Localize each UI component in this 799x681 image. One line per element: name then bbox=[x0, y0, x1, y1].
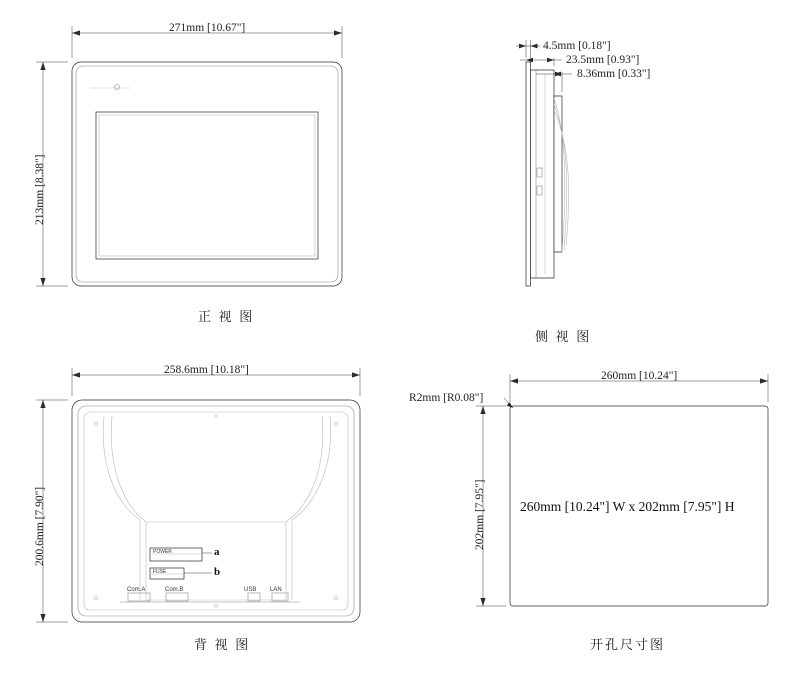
front-height-arrow-top bbox=[40, 62, 45, 70]
cutout-width-label: 260mm [10.24"] bbox=[601, 370, 678, 382]
rear-port-label-usb: USB bbox=[244, 587, 257, 593]
rear-annotation-a: a bbox=[214, 546, 220, 558]
rear-annotation-b: b bbox=[214, 566, 221, 578]
front-width-arrow-right bbox=[334, 30, 342, 35]
cutout-view-caption: 开孔尺寸图 bbox=[590, 637, 666, 652]
cutout-radius-label: R2mm [R0.08"] bbox=[409, 392, 484, 404]
rear-outline bbox=[72, 400, 360, 622]
rear-view bbox=[0, 350, 400, 681]
rear-height-arrow-top bbox=[40, 400, 45, 408]
side-dim2-arrow-right bbox=[547, 58, 554, 63]
cutout-height-arrow-bottom bbox=[480, 598, 485, 606]
front-view-caption: 正 视 图 bbox=[198, 309, 255, 324]
cutout-width-arrow-right bbox=[760, 378, 768, 383]
side-dim1-arrow-right bbox=[531, 44, 538, 49]
rear-width-arrow-left bbox=[72, 372, 80, 377]
rear-height-arrow-bottom bbox=[40, 614, 45, 622]
cutout-note: 260mm [10.24"] W x 202mm [7.95"] H bbox=[520, 499, 735, 514]
side-dim2-label: 23.5mm [0.93"] bbox=[566, 54, 640, 66]
side-view-graphic bbox=[440, 0, 799, 340]
front-height-label: 213mm [8.38"] bbox=[34, 154, 46, 225]
side-bezel-plate bbox=[526, 62, 531, 286]
cutout-width-arrow-left bbox=[510, 378, 518, 383]
front-height-arrow-bottom bbox=[40, 278, 45, 286]
cutout-view bbox=[400, 350, 799, 681]
side-dim1-arrow-left bbox=[519, 44, 526, 49]
rear-fuse-label: FUSE bbox=[153, 569, 167, 575]
rear-view-graphic bbox=[0, 350, 400, 681]
rear-height-label: 200.6mm [7.90"] bbox=[34, 486, 46, 566]
rear-port-label-lan: LAN bbox=[270, 587, 282, 593]
side-dim3-label: 8.36mm [0.33"] bbox=[577, 68, 651, 80]
side-view-caption: 侧 视 图 bbox=[535, 329, 592, 344]
front-bezel-outline bbox=[72, 62, 342, 286]
rear-view-caption: 背 视 图 bbox=[194, 637, 251, 652]
rear-width-label: 258.6mm [10.18"] bbox=[164, 364, 249, 376]
front-view bbox=[0, 0, 400, 340]
rear-power-label: POWER bbox=[153, 549, 172, 555]
cutout-height-arrow-top bbox=[480, 406, 485, 414]
front-width-label: 271mm [10.67"] bbox=[169, 22, 246, 34]
rear-port-label-com-b: Com.B bbox=[165, 587, 184, 593]
side-view bbox=[440, 0, 799, 344]
front-width-arrow-left bbox=[72, 30, 80, 35]
cutout-radius-arrow bbox=[507, 402, 513, 408]
side-dim1-label: 4.5mm [0.18"] bbox=[543, 40, 611, 52]
rear-width-arrow-right bbox=[352, 372, 360, 377]
front-view-graphic bbox=[0, 0, 400, 340]
rear-port-label-com-a: Com.A bbox=[127, 587, 146, 593]
cutout-height-label: 202mm [7.95"] bbox=[474, 479, 486, 550]
